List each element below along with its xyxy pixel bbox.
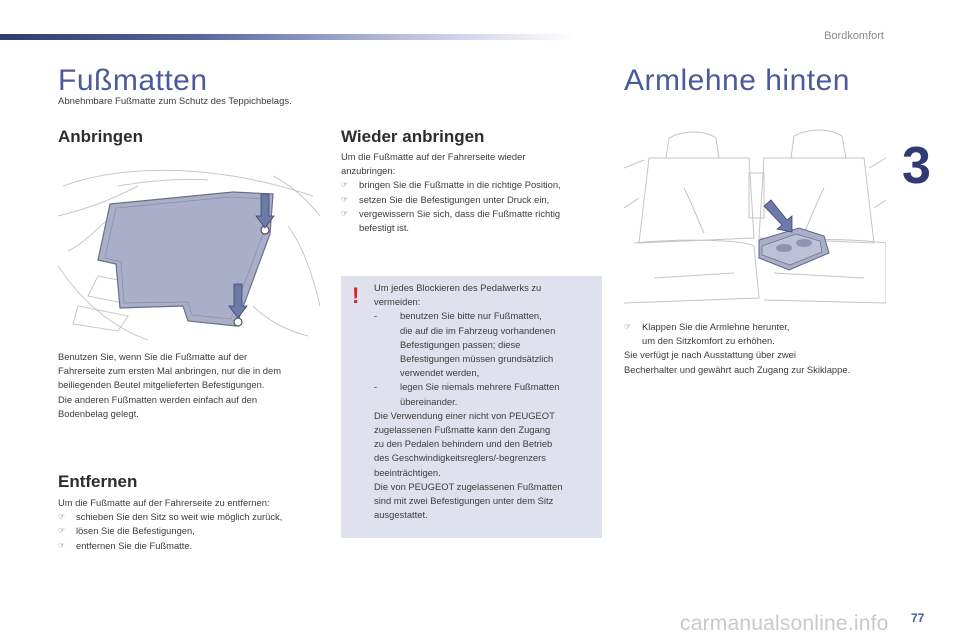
list-item-text: bringen Sie die Fußmatte in die richtige Position, bbox=[359, 179, 561, 191]
text-line: zu den Pedalen behindern und den Betrieb bbox=[374, 438, 553, 450]
warning-text bbox=[374, 281, 596, 522]
page-title-fussmatten: Fußmatten bbox=[58, 64, 208, 97]
pointing-hand-icon: ☞ bbox=[624, 322, 632, 331]
list-item-text bbox=[359, 207, 606, 235]
list-item bbox=[624, 320, 914, 348]
text-line: befestigt ist. bbox=[359, 222, 410, 234]
pointing-hand-icon: ☞ bbox=[341, 194, 349, 204]
list-item-text: lösen Sie die Befestigungen, bbox=[76, 525, 195, 537]
text-line: Um die Fußmatte auf der Fahrerseite wieder bbox=[341, 151, 526, 162]
page-number: 77 bbox=[911, 611, 925, 625]
list-item bbox=[58, 524, 328, 538]
heading-anbringen: Anbringen bbox=[58, 127, 143, 146]
watermark: carmanualsonline.info bbox=[680, 612, 889, 635]
page-subtitle: Abnehmbare Fußmatte zum Schutz des Teppichbelags. bbox=[58, 96, 292, 107]
list-item-text bbox=[642, 320, 914, 348]
text-line: Die von PEUGEOT zugelassenen Fußmatten bbox=[374, 480, 563, 492]
text-line: übereinander. bbox=[400, 395, 458, 407]
text-line: um den Sitzkomfort zu erhöhen. bbox=[642, 335, 775, 347]
text-line: Benutzen Sie, wenn Sie die Fußmatte auf der bbox=[58, 351, 248, 362]
text-line: benutzen Sie bitte nur Fußmatten, bbox=[400, 310, 542, 322]
armlehne-text bbox=[624, 320, 914, 377]
text-line: legen Sie niemals mehrere Fußmatten bbox=[400, 381, 560, 393]
pointing-hand-icon: ☞ bbox=[58, 526, 66, 536]
text-line: Die anderen Fußmatten werden einfach auf den bbox=[58, 393, 258, 405]
text-line: beiliegenden Beutel mitgelieferten Befestigungen. bbox=[58, 379, 265, 391]
text-line: die auf die im Fahrzeug vorhandenen bbox=[400, 324, 556, 336]
text-line: Bodenbelag gelegt. bbox=[58, 407, 139, 419]
pointing-hand-icon: ☞ bbox=[341, 180, 349, 190]
list-item bbox=[58, 539, 328, 553]
dash-marker: - bbox=[374, 310, 378, 322]
rear-armrest-illustration bbox=[624, 128, 886, 312]
list-item-text: entfernen Sie die Fußmatte. bbox=[76, 539, 193, 551]
text-line: vermeiden: bbox=[374, 296, 421, 308]
list-item bbox=[374, 380, 596, 408]
wieder-anbringen-list bbox=[341, 150, 606, 235]
anbringen-paragraph bbox=[58, 350, 323, 421]
entfernen-list bbox=[58, 496, 328, 553]
header-gradient-bar bbox=[0, 34, 575, 40]
heading-entfernen: Entfernen bbox=[58, 472, 138, 491]
text-line: anzubringen: bbox=[341, 165, 396, 177]
text-line: Befestigungen passen; diese bbox=[400, 338, 521, 350]
exclamation-icon: ! bbox=[352, 283, 360, 308]
floor-mat-illustration bbox=[58, 156, 320, 340]
text-line: zugelassenen Fußmatte kann den Zugang bbox=[374, 424, 551, 436]
text-line: Die Verwendung einer nicht von PEUGEOT bbox=[374, 409, 555, 421]
list-item-text bbox=[400, 380, 596, 408]
list-item bbox=[58, 510, 328, 524]
text-line: vergewissern Sie sich, dass die Fußmatte richtig bbox=[359, 207, 561, 219]
list-item bbox=[341, 193, 606, 207]
section-title: Bordkomfort bbox=[824, 30, 884, 42]
pointing-hand-icon: ☞ bbox=[58, 540, 66, 550]
list-item bbox=[341, 178, 606, 192]
list-item bbox=[374, 309, 596, 380]
heading-wieder-anbringen: Wieder anbringen bbox=[341, 127, 485, 146]
list-item-text: schieben Sie den Sitz so weit wie möglich zurück, bbox=[76, 511, 283, 523]
text-line: beeinträchtigen. bbox=[374, 466, 441, 478]
text-line: Fahrerseite zum ersten Mal anbringen, nur die in dem bbox=[58, 365, 282, 377]
text-line: sind mit zwei Befestigungen unter dem Sitz bbox=[374, 495, 554, 507]
text-line: Befestigungen müssen grundsätzlich bbox=[400, 353, 554, 365]
text-line: ausgestattet. bbox=[374, 509, 428, 521]
text-line: Klappen Sie die Armlehne herunter, bbox=[642, 321, 790, 332]
dash-marker: - bbox=[374, 381, 378, 393]
text-line: des Geschwindigkeitsreglers/-begrenzers bbox=[374, 452, 546, 464]
list-item bbox=[341, 207, 606, 235]
list-item-text bbox=[400, 309, 596, 380]
text-line: verwendet werden, bbox=[400, 367, 480, 379]
text-line: Um jedes Blockieren des Pedalwerks zu bbox=[374, 282, 542, 293]
pointing-hand-icon: ☞ bbox=[58, 512, 66, 522]
page-title-armlehne: Armlehne hinten bbox=[624, 64, 850, 97]
chapter-number: 3 bbox=[902, 137, 931, 195]
list-item-text: setzen Sie die Befestigungen unter Druck ein, bbox=[359, 193, 550, 205]
pointing-hand-icon: ☞ bbox=[341, 208, 349, 218]
text-line: Sie verfügt je nach Ausstattung über zwei bbox=[624, 349, 796, 361]
text-line: Becherhalter und gewährt auch Zugang zur Skiklappe. bbox=[624, 363, 851, 375]
entfernen-intro: Um die Fußmatte auf der Fahrerseite zu entfernen: bbox=[58, 497, 270, 508]
